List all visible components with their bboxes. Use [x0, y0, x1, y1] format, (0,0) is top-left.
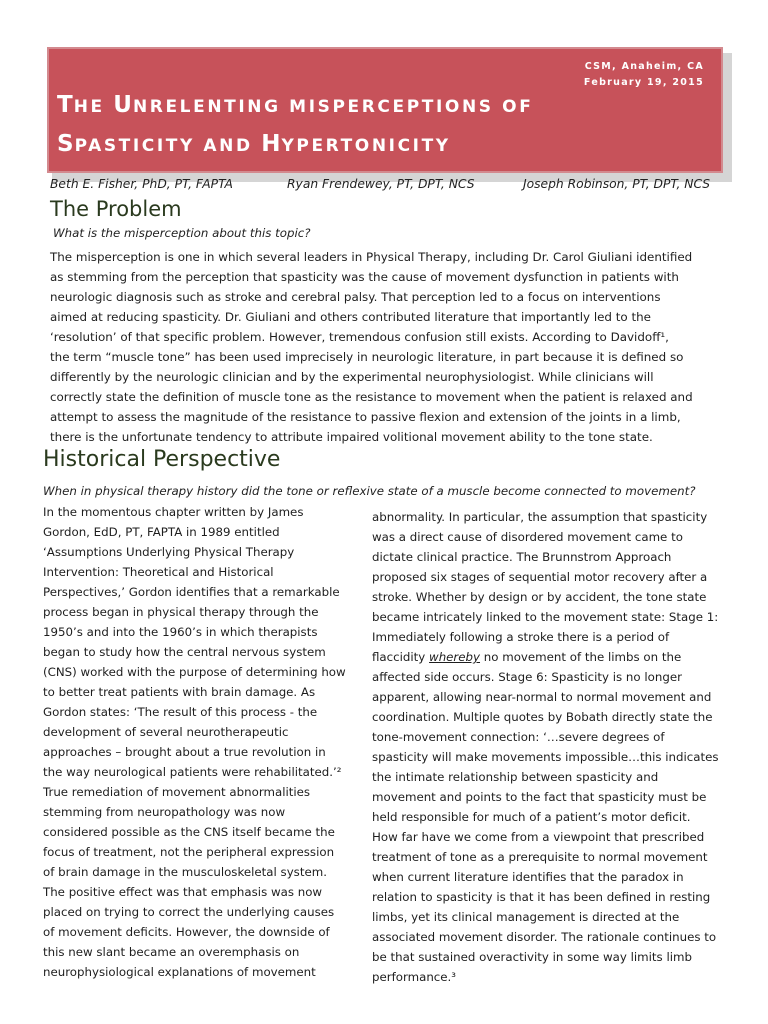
title-initial: T — [57, 92, 74, 118]
text-line: performance.³ — [372, 970, 457, 984]
text-line: affected side occurs. Stage 6: Spasticity is no longer — [372, 670, 682, 684]
text-line: neurologic diagnosis such as stroke and cerebral palsy. That perception led to a focus on interventions — [50, 290, 661, 304]
text-line: of brain damage in the musculoskeletal system. — [43, 865, 327, 879]
author-2: Ryan Frendewey, PT, DPT, NCS — [287, 177, 475, 191]
text-line — [372, 647, 734, 667]
text-line: development of several neurotherapeutic — [43, 725, 289, 739]
text-line: as stemming from the perception that spasticity was the cause of movement dysfunction in patients with — [50, 270, 679, 284]
text-line: to better treat patients with brain damage. As — [43, 685, 316, 699]
text-line: apparent, allowing near-normal to normal movement and — [372, 690, 712, 704]
text-line: began to study how the central nervous system — [43, 645, 326, 659]
text-line: considered possible as the CNS itself became the — [43, 825, 335, 839]
section-heading-problem: The Problem — [50, 197, 182, 221]
text-line: ‘resolution’ of that specific problem. However, tremendous confusion still exists. According to Davidoff¹, — [50, 330, 669, 344]
text-line: Intervention: Theoretical and Historical — [43, 565, 274, 579]
conference-date: February 19, 2015 — [583, 77, 704, 88]
text-line: proposed six stages of sequential motor recovery after a — [372, 570, 708, 584]
text-line: 1950’s and into the 1960’s in which therapists — [43, 625, 318, 639]
text-fragment: no movement of the limbs on the — [480, 650, 682, 664]
text-line: dictate clinical practice. The Brunnstrom Approach — [372, 550, 672, 564]
text-line: Gordon, EdD, PT, FAPTA in 1989 entitled — [43, 525, 280, 539]
text-line: be that sustained overactivity in some way limits limb — [372, 950, 692, 964]
emphasized-word: whereby — [429, 650, 481, 664]
conference-location: CSM, Anaheim, CA — [584, 61, 704, 72]
text-line: Immediately following a stroke there is a period of — [372, 630, 670, 644]
author-1: Beth E. Fisher, PhD, PT, FAPTA — [50, 177, 233, 191]
text-line: The misperception is one in which several leaders in Physical Therapy, including Dr. Carol Giuliani identified — [50, 250, 693, 264]
text-line: Perspectives,’ Gordon identifies that a remarkable — [43, 585, 340, 599]
text-line: the intimate relationship between spasticity and — [372, 770, 659, 784]
text-line: coordination. Multiple quotes by Bobath directly state the — [372, 710, 713, 724]
text-line: of movement deficits. However, the downside of — [43, 925, 330, 939]
text-line: when current literature identifies that the paradox in — [372, 870, 684, 884]
text-line: this new slant became an overemphasis on — [43, 945, 300, 959]
text-line: Gordon states: ‘The result of this process - the — [43, 705, 318, 719]
title-banner — [47, 47, 723, 173]
text-line: became intricately linked to the movement state: Stage 1: — [372, 610, 719, 624]
text-line: the way neurological patients were rehabilitated.’² — [43, 765, 342, 779]
text-line: attempt to assess the magnitude of the resistance to passive flexion and extension of the joints in a limb, — [50, 410, 681, 424]
text-line: aimed at reducing spasticity. Dr. Giuliani and others contributed literature that importantly led to the — [50, 310, 651, 324]
title-line-2 — [57, 126, 533, 165]
poster-title — [57, 87, 533, 165]
text-line: stemming from neuropathology was now — [43, 805, 286, 819]
text-fragment: flaccidity — [372, 650, 430, 664]
title-word: HE — [73, 97, 114, 117]
text-line: abnormality. In particular, the assumption that spasticity — [372, 510, 708, 524]
text-line: associated movement disorder. The rationale continues to — [372, 930, 717, 944]
title-word: PASTICITY AND — [74, 136, 262, 156]
text-line: tone-movement connection: ‘…severe degrees of — [372, 730, 665, 744]
text-line: was a direct cause of disordered movement came to — [372, 530, 683, 544]
text-line: there is the unfortunate tendency to attribute impaired volitional movement ability to the tone state. — [50, 430, 653, 444]
text-line: stroke. Whether by design or by accident, the tone state — [372, 590, 707, 604]
title-initial: S — [57, 131, 75, 157]
text-line: (CNS) worked with the purpose of determining how — [43, 665, 346, 679]
problem-paragraph — [50, 247, 712, 447]
title-word: YPERTONICITY — [281, 136, 451, 156]
history-question: When in physical therapy history did the tone or reflexive state of a muscle become connected to movement? — [43, 484, 696, 498]
text-line: relation to spasticity is that it has been defined in resting — [372, 890, 711, 904]
title-word: NRELENTING MISPERCEPTIONS OF — [132, 97, 534, 117]
history-column-left — [43, 502, 353, 982]
problem-question: What is the misperception about this topic? — [53, 226, 311, 240]
text-line: the term “muscle tone” has been used imprecisely in neurologic literature, in part because it is defined so — [50, 350, 684, 364]
text-line: neurophysiological explanations of movement — [43, 965, 316, 979]
title-line-1 — [57, 87, 533, 126]
history-column-right — [372, 507, 734, 987]
text-line: In the momentous chapter written by James — [43, 505, 304, 519]
text-line: spasticity will make movements impossible…this indicates — [372, 750, 719, 764]
text-line: approaches – brought about a true revolution in — [43, 745, 326, 759]
text-line: limbs, yet its clinical management is directed at the — [372, 910, 680, 924]
text-line: True remediation of movement abnormalities — [43, 785, 311, 799]
text-line: placed on trying to correct the underlying causes — [43, 905, 335, 919]
text-line: process began in physical therapy through the — [43, 605, 319, 619]
text-line: correctly state the definition of muscle tone as the resistance to movement when the patient is relaxed and — [50, 390, 693, 404]
text-line: held responsible for much of a patient’s motor deficit. — [372, 810, 691, 824]
text-line: focus of treatment, not the peripheral expression — [43, 845, 335, 859]
text-line: movement and points to the fact that spasticity must be — [372, 790, 707, 804]
title-initial: U — [113, 92, 133, 118]
conference-info — [584, 59, 704, 91]
text-line: treatment of tone as a prerequisite to normal movement — [372, 850, 708, 864]
author-3: Joseph Robinson, PT, DPT, NCS — [523, 177, 711, 191]
title-initial: H — [261, 131, 282, 157]
text-line: How far have we come from a viewpoint that prescribed — [372, 830, 705, 844]
text-line: The positive effect was that emphasis was now — [43, 885, 323, 899]
text-line: ‘Assumptions Underlying Physical Therapy — [43, 545, 295, 559]
section-heading-history: Historical Perspective — [43, 447, 281, 472]
text-line: differently by the neurologic clinician and by the experimental neurophysiologist. While clinicians will — [50, 370, 654, 384]
